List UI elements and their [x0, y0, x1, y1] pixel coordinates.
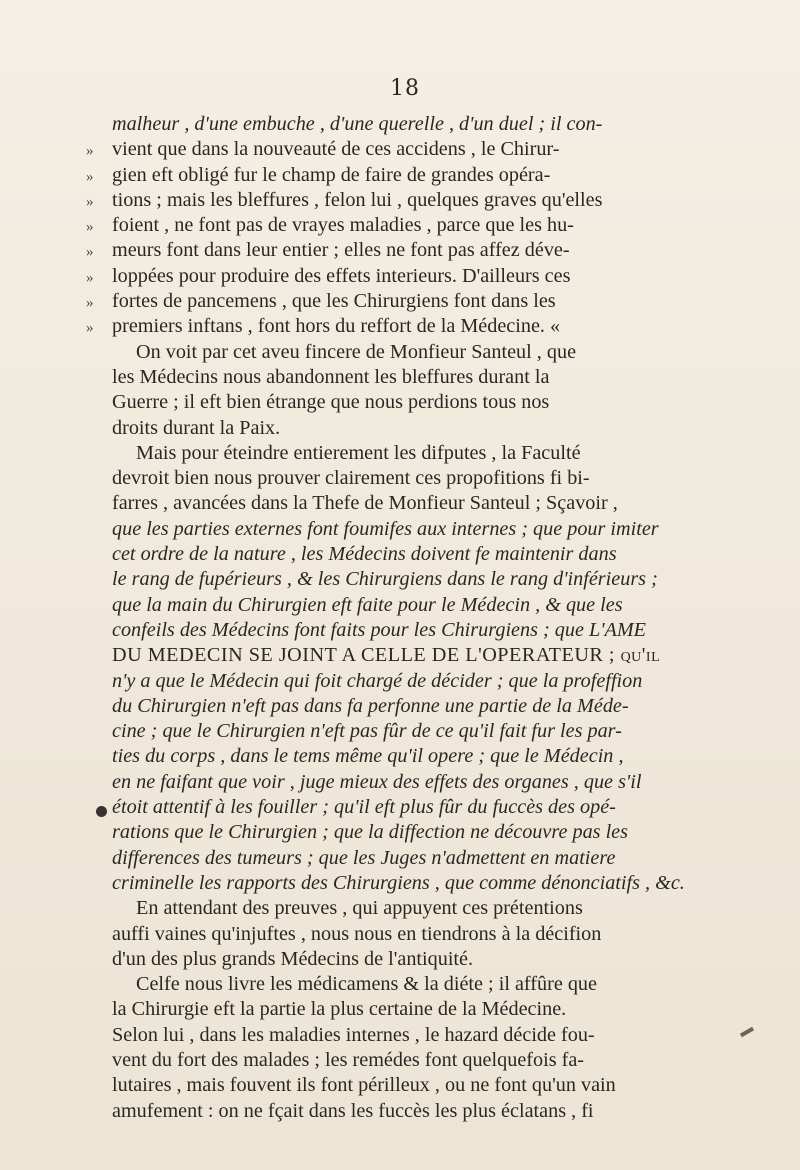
- text-line: » vient que dans la nouveauté de ces accidens , le Chirur-: [112, 137, 714, 162]
- text-line: Celfe nous livre les médicamens & la diéte ; il affûre que: [136, 973, 597, 996]
- text-line: devroit bien nous prouver clairement ces propofitions fi bi-: [112, 467, 590, 490]
- text-line: » foient , ne font pas de vrayes maladies , parce que les hu-: [112, 213, 714, 238]
- text-line: droits durant la Paix.: [112, 416, 281, 439]
- quote-mark: »: [86, 219, 94, 236]
- quote-mark: »: [86, 320, 94, 337]
- text-line: du Chirurgien n'eft pas dans fa perfonne une partie de la Méde-: [112, 694, 629, 717]
- quote-mark: »: [86, 193, 94, 210]
- text-line: criminelle les rapports des Chirurgiens , que comme dénonciatifs , &c.: [112, 871, 685, 894]
- text-line: differences des tumeurs ; que les Juges n'admettent en matiere: [112, 846, 616, 869]
- text-line: cet ordre de la nature , les Médecins doivent fe maintenir dans: [112, 543, 617, 566]
- text-line: malheur , d'une embuche , d'une querelle , d'un duel ; il con-: [112, 113, 603, 135]
- text-line: ties du corps , dans le tems même qu'il opere ; que le Médecin ,: [112, 745, 624, 768]
- text-line: la Chirurgie eft la partie la plus certaine de la Médecine.: [112, 998, 567, 1021]
- text-line: Guerre ; il eft bien étrange que nous perdions tous nos: [112, 391, 550, 414]
- text-line: étoit attentif à les fouiller ; qu'il eft plus fûr du fuccès des opé-: [112, 796, 616, 819]
- text-line: les Médecins nous abandonnent les bleffures durant la: [112, 365, 550, 388]
- quote-mark: »: [86, 244, 94, 261]
- text-line: cine ; que le Chirurgien n'eft pas fûr de ce qu'il fait fur les par-: [112, 720, 622, 743]
- text-line: d'un des plus grands Médecins de l'antiquité.: [112, 947, 474, 970]
- text-line: » premiers inftans , font hors du reffort de la Médecine. «: [112, 314, 714, 339]
- text-line: En attendant des preuves , qui appuyent ces prétentions: [136, 897, 583, 920]
- text-line: que la main du Chirurgien eft faite pour le Médecin , & que les: [112, 593, 623, 616]
- text-line: confeils des Médecins font faits pour les Chirurgiens ; que L'AME: [112, 618, 646, 641]
- text-line: lutaires , mais fouvent ils font périlleux , ou ne font qu'un vain: [112, 1074, 616, 1097]
- text-line: auffi vaines qu'injuftes , nous nous en tiendrons à la décifion: [112, 922, 602, 945]
- text-line: farres , avancées dans la Thefe de Monfieur Santeul ; Sçavoir ,: [112, 492, 618, 515]
- quote-mark: »: [86, 269, 94, 286]
- text-line: DU MEDECIN SE JOINT A CELLE DE L'OPERATEUR ; qu'il: [112, 644, 661, 667]
- text-line: en ne faifant que voir , juge mieux des effets des organes , que s'il: [112, 770, 642, 793]
- text-line: rations que le Chirurgien ; que la diffection ne découvre pas les: [112, 821, 628, 844]
- body-text: [86, 112, 714, 1124]
- text-line: » loppées pour produire des effets interieurs. D'ailleurs ces: [112, 264, 714, 289]
- text-line: le rang de fupérieurs , & les Chirurgiens dans le rang d'inférieurs ;: [112, 568, 658, 591]
- text-line: On voit par cet aveu fincere de Monfieur Santeul , que: [136, 340, 577, 363]
- text-line: Mais pour éteindre entierement les difputes , la Faculté: [136, 441, 581, 464]
- page-number: 18: [390, 76, 420, 101]
- quote-mark: »: [86, 295, 94, 312]
- text-line: » meurs font dans leur entier ; elles ne font pas affez déve-: [112, 238, 714, 263]
- text-line: » fortes de pancemens , que les Chirurgiens font dans les: [112, 289, 714, 314]
- text-line: que les parties externes font foumifes aux internes ; que pour imiter: [112, 517, 659, 540]
- text-line: amufement : on ne fçait dans les fuccès les plus éclatans , fi: [112, 1099, 594, 1122]
- ink-mark: [740, 1027, 754, 1037]
- quote-mark: »: [86, 168, 94, 185]
- text-line: » gien eft obligé fur le champ de faire de grandes opéra-: [112, 163, 714, 188]
- text-line: » tions ; mais les bleffures , felon lui , quelques graves qu'elles: [112, 188, 714, 213]
- quote-mark: »: [86, 143, 94, 160]
- ink-blot: [96, 806, 107, 817]
- text-line: vent du fort des malades ; les remédes font quelquefois fa-: [112, 1048, 585, 1071]
- text-line: n'y a que le Médecin qui foit chargé de décider ; que la profeffion: [112, 669, 643, 692]
- text-line: Selon lui , dans les maladies internes , le hazard décide fou-: [112, 1023, 595, 1046]
